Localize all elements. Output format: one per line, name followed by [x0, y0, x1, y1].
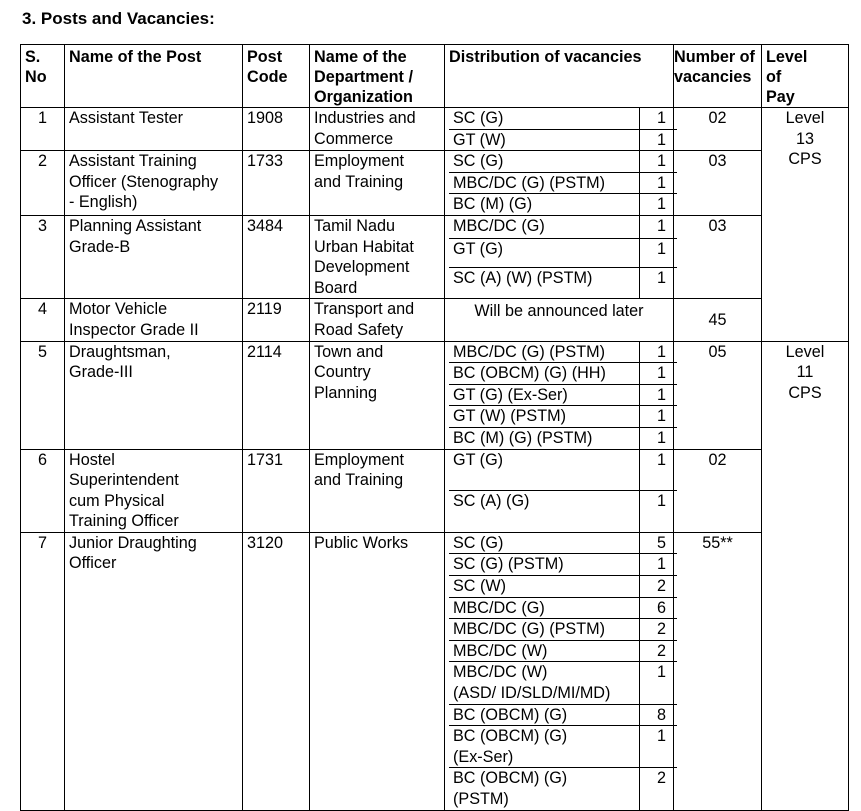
- distribution-row: [449, 619, 677, 641]
- cell-line: Employment: [314, 450, 404, 469]
- category-count: 1: [639, 406, 677, 428]
- category: [449, 491, 639, 532]
- cell-line: Tamil Nadu: [314, 216, 395, 235]
- distribution-of-vacancies: [445, 299, 674, 341]
- distribution-of-vacancies: [445, 532, 674, 810]
- category-count: 2: [639, 619, 677, 641]
- category: [449, 768, 639, 810]
- cell-line: GT (W) (PSTM): [453, 407, 566, 426]
- cell-line: - English): [69, 193, 138, 212]
- cell-line: 13: [795, 129, 814, 148]
- number-of-vacancies: 05: [674, 341, 762, 449]
- table-row: [21, 151, 849, 216]
- cell-line: Town and: [314, 342, 384, 361]
- serial-number: 1: [21, 108, 65, 151]
- cell-line: SC (G): [453, 109, 504, 127]
- distribution-row: [449, 216, 677, 239]
- cell-line: MBC/DC (G) (PSTM): [453, 620, 605, 639]
- serial-number: 6: [21, 449, 65, 532]
- post-name: [65, 532, 243, 810]
- post-code: 1731: [243, 449, 310, 532]
- cell-line: MBC/DC (G): [453, 598, 545, 617]
- cell-line: SC (G): [453, 152, 504, 171]
- distribution-row: [449, 194, 677, 215]
- category-count: 1: [639, 450, 677, 491]
- department: [310, 108, 445, 151]
- category: [449, 406, 639, 428]
- distribution-of-vacancies: [445, 108, 674, 151]
- category: [449, 576, 639, 598]
- table-row: [21, 299, 849, 341]
- distribution-table: [449, 450, 677, 532]
- distribution-table: [449, 216, 677, 298]
- distribution-row: [449, 268, 677, 298]
- cell-line: cum Physical: [69, 491, 165, 510]
- serial-number: 5: [21, 341, 65, 449]
- cell-line: and Training: [314, 471, 404, 490]
- category: [449, 726, 639, 768]
- cell-line: Motor Vehicle: [69, 300, 168, 319]
- cell-line: Officer: [69, 554, 117, 573]
- category: [449, 384, 639, 406]
- cell-line: GT (G): [453, 240, 504, 259]
- post-code: 2114: [243, 341, 310, 449]
- cell-line: Planning Assistant: [69, 216, 202, 235]
- category-count: 1: [639, 363, 677, 385]
- category: [449, 662, 639, 704]
- serial-number: 2: [21, 151, 65, 216]
- category: [449, 216, 639, 239]
- cell-line: SC (G) (PSTM): [453, 555, 564, 574]
- cell-line: BC (M) (G): [453, 195, 533, 214]
- number-of-vacancies: 03: [674, 215, 762, 298]
- distribution-row: [449, 129, 677, 150]
- cell-line: (Ex-Ser): [453, 747, 514, 766]
- table-header-row: [21, 45, 849, 108]
- department: [310, 532, 445, 810]
- category-count: 1: [639, 172, 677, 194]
- distribution-row: [449, 597, 677, 619]
- category: [449, 172, 639, 194]
- vacancies-table: [20, 44, 849, 811]
- cell-line: Level: [785, 342, 825, 361]
- cell-line: (ASD/ ID/SLD/MI/MD): [453, 684, 611, 703]
- category: [449, 704, 639, 726]
- cell-line: Public Works: [314, 533, 409, 552]
- header-post-code: Post Code: [243, 45, 310, 108]
- cell-line: Commerce: [314, 129, 394, 148]
- cell-line: Inspector Grade II: [69, 320, 199, 339]
- category-count: 1: [639, 662, 677, 704]
- cell-line: CPS: [788, 150, 822, 169]
- cell-line: (PSTM): [453, 790, 509, 808]
- cell-line: Grade-B: [69, 237, 131, 256]
- distribution-row: [449, 533, 677, 554]
- post-code: 2119: [243, 299, 310, 341]
- section-heading: 3. Posts and Vacancies:: [22, 9, 215, 28]
- number-of-vacancies: 02: [674, 108, 762, 151]
- distribution-of-vacancies: [445, 215, 674, 298]
- category-count: 1: [639, 726, 677, 768]
- category: [449, 619, 639, 641]
- category-count: 6: [639, 597, 677, 619]
- header-distribution: Distribution of vacancies: [445, 45, 674, 108]
- post-code: 3120: [243, 532, 310, 810]
- cell-line: Officer (Stenography: [69, 172, 219, 191]
- category-count: 1: [639, 216, 677, 239]
- category: [449, 342, 639, 363]
- number-of-vacancies: 55**: [674, 532, 762, 810]
- cell-line: SC (G): [453, 533, 504, 552]
- category-count: 1: [639, 342, 677, 363]
- category-count: 2: [639, 576, 677, 598]
- distribution-table: [449, 342, 677, 449]
- table-row: [21, 341, 849, 449]
- category: [449, 554, 639, 576]
- cell-line: Industries and: [314, 109, 416, 127]
- cell-line: Superintendent: [69, 471, 179, 490]
- distribution-row: [449, 704, 677, 726]
- number-of-vacancies: 45: [674, 299, 762, 341]
- cell-line: SC (A) (G): [453, 492, 530, 510]
- distribution-row: [449, 576, 677, 598]
- post-code: 1733: [243, 151, 310, 216]
- cell-line: Training Officer: [69, 512, 179, 531]
- distribution-row: [449, 554, 677, 576]
- level-of-pay: [762, 108, 849, 342]
- distribution-row: [449, 491, 677, 532]
- category: [449, 108, 639, 129]
- cell-line: Development: [314, 258, 410, 277]
- distribution-row: [449, 406, 677, 428]
- cell-line: GT (G) (Ex-Ser): [453, 385, 568, 404]
- department: [310, 449, 445, 532]
- cell-line: Employment: [314, 152, 404, 171]
- category-count: 1: [639, 239, 677, 268]
- post-name: [65, 151, 243, 216]
- distribution-row: [449, 363, 677, 385]
- cell-line: BC (OBCM) (G): [453, 727, 568, 746]
- category-count: 1: [639, 427, 677, 448]
- department: [310, 215, 445, 298]
- distribution-table: [449, 151, 677, 215]
- cell-line: Urban Habitat: [314, 237, 414, 256]
- cell-line: MBC/DC (G) (PSTM): [453, 342, 605, 361]
- post-name: [65, 108, 243, 151]
- level-of-pay: [762, 341, 849, 810]
- distribution-row: [449, 726, 677, 768]
- distribution-of-vacancies: [445, 341, 674, 449]
- cell-line: and Training: [314, 172, 404, 191]
- cell-line: Transport and: [314, 300, 415, 319]
- cell-line: Level: [785, 109, 825, 127]
- post-code: 3484: [243, 215, 310, 298]
- category-count: 8: [639, 704, 677, 726]
- cell-line: Assistant Training: [69, 152, 197, 171]
- cell-line: Assistant Tester: [69, 109, 183, 127]
- category-count: 1: [639, 151, 677, 172]
- cell-line: Road Safety: [314, 320, 404, 339]
- category-count: 1: [639, 108, 677, 129]
- category: [449, 268, 639, 298]
- post-code: 1908: [243, 108, 310, 151]
- cell-line: SC (A) (W) (PSTM): [453, 269, 593, 288]
- cell-line: Hostel: [69, 450, 115, 469]
- category: [449, 533, 639, 554]
- table-body: [21, 108, 849, 811]
- cell-line: BC (OBCM) (G) (HH): [453, 364, 606, 383]
- serial-number: 3: [21, 215, 65, 298]
- serial-number: 4: [21, 299, 65, 341]
- distribution-row: [449, 662, 677, 704]
- cell-line: Draughtsman,: [69, 342, 171, 361]
- category-count: 1: [639, 194, 677, 215]
- category: [449, 363, 639, 385]
- cell-line: GT (G): [453, 450, 504, 469]
- category: [449, 597, 639, 619]
- category: [449, 194, 639, 215]
- cell-line: Board: [314, 278, 358, 297]
- header-department: Name of the Department / Organization: [310, 45, 445, 108]
- cell-line: Junior Draughting: [69, 533, 197, 552]
- category-count: 2: [639, 768, 677, 810]
- category-count: 1: [639, 268, 677, 298]
- distribution-row: [449, 172, 677, 194]
- header-level-of-pay: Level of Pay: [762, 45, 849, 108]
- distribution-row: [449, 640, 677, 662]
- cell-line: GT (W): [453, 130, 506, 149]
- cell-line: BC (M) (G) (PSTM): [453, 428, 593, 447]
- distribution-row: [449, 151, 677, 172]
- cell-line: BC (OBCM) (G): [453, 769, 568, 788]
- distribution-table: [449, 533, 677, 810]
- distribution-row: [449, 768, 677, 810]
- distribution-of-vacancies: [445, 151, 674, 216]
- category: [449, 151, 639, 172]
- cell-line: MBC/DC (W): [453, 663, 548, 682]
- post-name: [65, 341, 243, 449]
- cell-line: MBC/DC (G): [453, 216, 545, 235]
- distribution-row: [449, 239, 677, 268]
- cell-line: MBC/DC (W): [453, 641, 548, 660]
- serial-number: 7: [21, 532, 65, 810]
- distribution-row: [449, 450, 677, 491]
- cell-line: Planning: [314, 383, 378, 402]
- category: [449, 129, 639, 150]
- category: [449, 427, 639, 448]
- category-count: 1: [639, 491, 677, 532]
- number-of-vacancies: 02: [674, 449, 762, 532]
- category: [449, 450, 639, 491]
- department: [310, 151, 445, 216]
- post-name: [65, 449, 243, 532]
- cell-line: 11: [796, 363, 814, 382]
- department: [310, 299, 445, 341]
- header-sno: S. No: [21, 45, 65, 108]
- category-count: 1: [639, 129, 677, 150]
- category-count: 1: [639, 384, 677, 406]
- cell-line: BC (OBCM) (G): [453, 705, 568, 724]
- distribution-row: [449, 108, 677, 129]
- cell-line: MBC/DC (G) (PSTM): [453, 173, 605, 192]
- distribution-of-vacancies: [445, 449, 674, 532]
- distribution-row: [449, 384, 677, 406]
- category: [449, 239, 639, 268]
- table-row: [21, 532, 849, 810]
- distribution-row: [449, 342, 677, 363]
- department: [310, 341, 445, 449]
- distribution-table: [449, 108, 677, 150]
- number-of-vacancies: 03: [674, 151, 762, 216]
- cell-line: CPS: [788, 383, 822, 402]
- post-name: [65, 299, 243, 341]
- cell-line: SC (W): [453, 577, 507, 596]
- cell-line: Country: [314, 363, 371, 382]
- category-count: 5: [639, 533, 677, 554]
- header-post-name: Name of the Post: [65, 45, 243, 108]
- cell-line: Grade-III: [69, 363, 133, 382]
- announcement-note: Will be announced later: [474, 302, 644, 321]
- category-count: 1: [639, 554, 677, 576]
- category: [449, 640, 639, 662]
- table-row: [21, 449, 849, 532]
- table-row: [21, 108, 849, 151]
- distribution-row: [449, 427, 677, 448]
- table-row: [21, 215, 849, 298]
- category-count: 2: [639, 640, 677, 662]
- header-number-of-vacancies: Number of vacancies: [674, 45, 762, 108]
- post-name: [65, 215, 243, 298]
